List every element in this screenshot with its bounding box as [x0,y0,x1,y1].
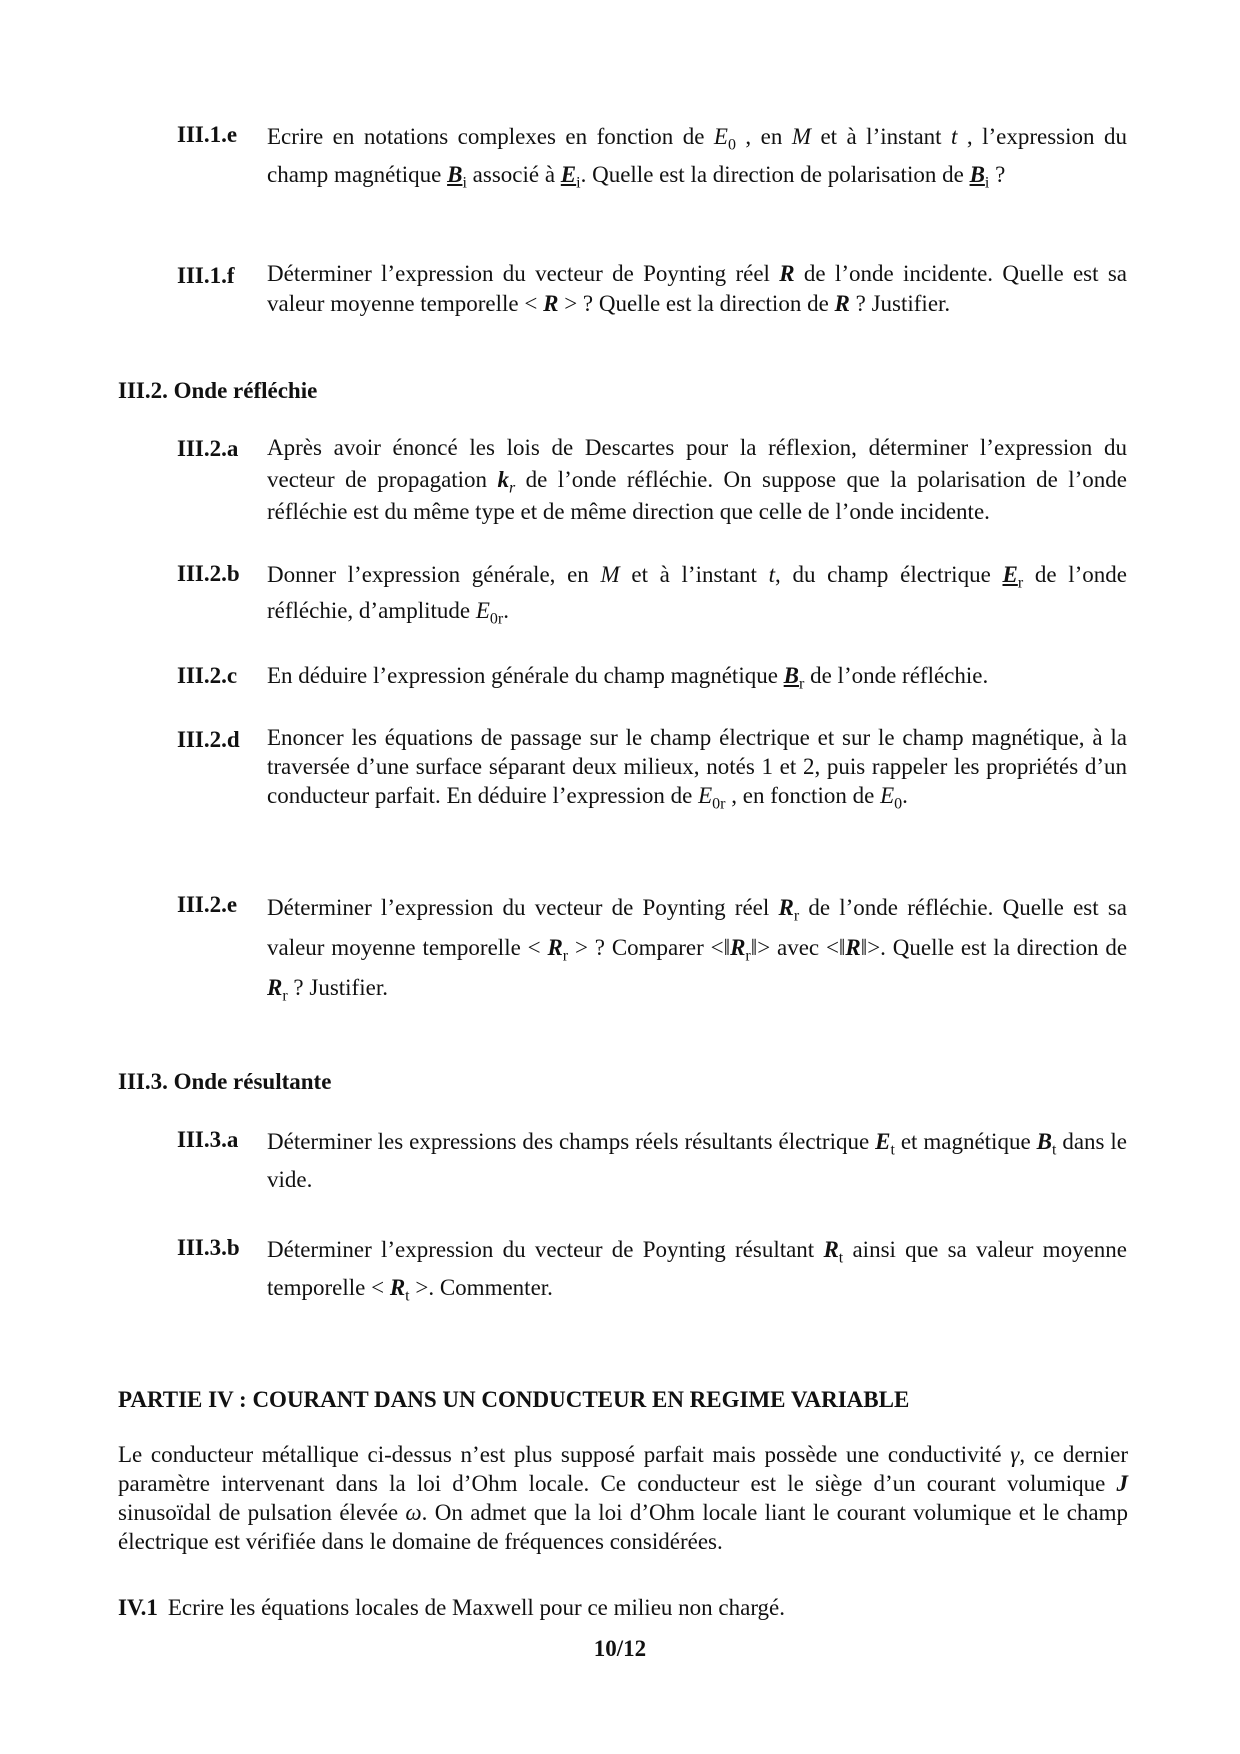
text-fragment: ‖> avec <‖ [750,935,846,960]
var-E0r: $E_{0r}$ [475,598,504,628]
vector-Et: $E_t$ [875,1129,895,1159]
vector-R: R [543,291,559,316]
text-fragment: Le conducteur métallique ci-dessus n’est plus supposé parfait mais possède une conductivité [118,1442,1011,1467]
text-fragment: Enoncer les équations de passage sur le champ électrique et sur le champ magnétique, à la traversée d’une surface séparant deux milieux, notés 1 et 2, puis rappeler les propriétés d’un conducteur parfait. En déduire l’expression de [267,725,1127,808]
question-text [267,557,1127,629]
question-III-3-a [177,1123,1127,1199]
vector-Er: $E_r$ [1002,562,1024,592]
text-fragment: En déduire l’expression générale du champ magnétique [267,663,784,688]
question-number: III.3.a [177,1127,239,1152]
text-fragment: ? [989,162,1006,187]
part-heading-IV: PARTIE IV : COURANT DANS UN CONDUCTEUR EN REGIME VARIABLE [118,1387,910,1412]
text-fragment: ? Justifier. [287,975,388,1000]
var-E0r: $E_{0r}$ [698,783,726,813]
vector-Rr: $R_r$ [547,935,569,965]
text-fragment: ‖>. Quelle est la direction de [860,935,1128,960]
text-fragment: dans le vide. [267,1129,1127,1192]
vector-R: R [779,261,795,286]
var-t: t [951,124,958,149]
question-III-2-a [177,432,1127,528]
vector-Rr: $R_r$ [730,935,751,965]
vector-Rt: $R_t$ [389,1275,410,1305]
text-fragment: Ecrire en notations complexes en fonction de [267,124,714,149]
question-text [267,888,1127,1008]
vector-Ei: $E_i$ [560,162,581,192]
question-number: IV.1 [118,1595,158,1620]
vector-Br: $B_r$ [783,663,805,693]
question-III-2-b [177,557,1127,629]
text-fragment: . On admet que la loi d’Ohm locale liant le courant volumique et le champ électrique est vérifiée dans le domaine de fréquences considérées. [118,1500,1128,1554]
vector-Rt: $R_t$ [823,1237,844,1267]
text-fragment: > ? Quelle est la direction de [558,291,835,316]
text-fragment: ? Justifier. [849,291,951,316]
text-fragment: , du champ électrique [775,562,1003,587]
question-text [267,723,1127,813]
vector-kr: $k_r$ [497,467,516,497]
var-E0: $E_0$ [880,783,903,813]
question-number: III.2.a [177,436,239,461]
var-M: M [791,124,811,149]
vector-Bt: $B_t$ [1036,1129,1057,1159]
var-omega: ω [405,1500,422,1525]
question-III-2-d [177,723,1127,813]
question-number: III.2.e [177,892,238,917]
text-fragment: Déterminer l’expression du vecteur de Poynting résultant [267,1237,824,1262]
question-III-2-c [177,659,1127,692]
text-fragment: . Quelle est la direction de polarisation de [580,162,970,187]
page-number: 10/12 [593,1636,647,1661]
var-M: M [600,562,620,587]
vector-J: J [1116,1471,1128,1496]
text-fragment: de l’onde réfléchie, d’amplitude [267,562,1127,623]
question-III-2-e [177,888,1127,1008]
question-IV-1 [118,1591,1128,1624]
text-fragment: >. Commenter. [409,1275,553,1300]
text-fragment: , ce dernier paramètre intervenant dans la loi d’Ohm locale. Ce conducteur est le siège d’un courant volumique [118,1442,1129,1496]
question-text [267,432,1127,528]
text-fragment: de l’onde incidente. Quelle est sa valeur moyenne temporelle < [267,261,1127,316]
vector-Bi: $B_i$ [447,162,467,192]
vector-R: R [834,291,850,316]
text-fragment: , en [735,124,792,149]
question-text: Ecrire les équations locales de Maxwell pour ce milieu non chargé. [167,1595,786,1620]
text-fragment: ainsi que sa valeur moyenne temporelle < [267,1237,1127,1300]
text-fragment: > ? Comparer <‖ [568,935,731,960]
question-III-1-f [177,259,1127,319]
text-fragment: de l’onde réfléchie. On suppose que la polarisation de l’onde réfléchie est du même type et de même direction que celle de l’onde incidente. [267,467,1127,524]
question-text [267,1123,1127,1199]
text-fragment: et magnétique [894,1129,1037,1154]
text-fragment: Après avoir énoncé les lois de Descartes pour la réflexion, déterminer l’expression du vecteur de propagation [267,435,1127,492]
vector-Rr: $R_r$ [778,895,800,925]
text-fragment: de l’onde réfléchie. Quelle est sa valeur moyenne temporelle < [267,895,1128,960]
question-number: III.1.e [177,122,238,147]
question-number: III.2.c [177,663,238,688]
text-fragment: Déterminer l’expression du vecteur de Poynting réel [267,895,779,920]
var-t: t [768,562,775,587]
var-gamma: γ [1010,1442,1020,1467]
question-number: III.1.f [177,263,235,288]
text-fragment: de l’onde réfléchie. [804,663,989,688]
text-fragment: , l’expression du champ magnétique [267,124,1127,187]
question-III-1-e [177,118,1127,194]
question-text [267,1231,1127,1307]
text-fragment: associé à [466,162,561,187]
section-heading-III-2: III.2. Onde réfléchie [118,378,318,403]
question-number: III.3.b [177,1235,240,1260]
text-fragment: . [902,783,908,808]
vector-R: R [845,935,861,960]
vector-Rr: $R_r$ [267,975,288,1005]
var-E0: $E_0$ [713,124,736,154]
text-fragment: . [503,598,509,623]
question-text [267,118,1127,194]
section-heading-III-3: III.3. Onde résultante [118,1069,332,1094]
text-fragment: et à l’instant [619,562,769,587]
text-fragment: Déterminer l’expression du vecteur de Poynting réel [267,261,780,286]
text-fragment: et à l’instant [810,124,952,149]
question-text [267,259,1127,319]
question-number: III.2.b [177,561,240,586]
vector-Bi: $B_i$ [969,162,990,192]
question-III-3-b [177,1231,1127,1307]
text-fragment: , en fonction de [725,783,881,808]
text-fragment: Donner l’expression générale, en [267,562,601,587]
question-number: III.2.d [177,727,240,752]
question-text [267,659,1127,692]
part-IV-intro [118,1440,1128,1556]
text-fragment: Déterminer les expressions des champs réels résultants électrique [267,1129,876,1154]
text-fragment: sinusoïdal de pulsation élevée [118,1500,406,1525]
